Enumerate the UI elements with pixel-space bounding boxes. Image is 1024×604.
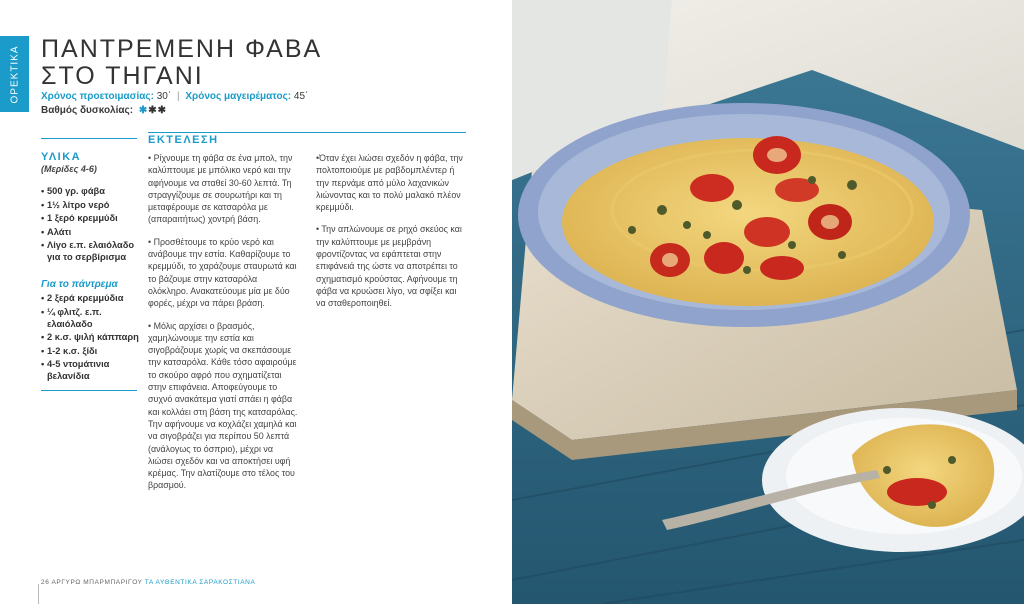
method-column-1	[148, 152, 298, 502]
method-heading: ΕΚΤΕΛΕΣΗ	[148, 134, 219, 146]
ingredient-item: • 1 ξερό κρεμμύδι	[41, 212, 139, 224]
method-column-2	[316, 152, 468, 320]
footer-rule	[38, 584, 39, 604]
section-tab	[0, 36, 29, 112]
ingredient-item: • 2 κ.σ. ψιλή κάππαρη	[41, 331, 139, 343]
title-line-2: ΣΤΟ ΤΗΓΑΝΙ	[41, 62, 204, 90]
ingredient-item: • 4-5 ντομάτινια βελανίδια	[41, 358, 139, 382]
ingredients-heading: ΥΛΙΚΑ	[41, 151, 82, 163]
prep-time-value: 30΄	[156, 91, 172, 102]
recipe-times	[41, 91, 308, 102]
portions: (Μερίδες 4-6)	[41, 164, 97, 174]
recipe-title	[41, 36, 322, 90]
ingredient-item: • 1-2 κ.σ. ξίδι	[41, 345, 139, 357]
ingredient-item: • ¼ φλιτζ. ε.π. ελαιόλαδο	[41, 306, 139, 330]
footer-book-title: ΤΑ ΑΥΘΕΝΤΙΚΑ ΣΑΡΑΚΟΣΤΙΑΝΑ	[144, 579, 256, 586]
cook-time-value: 45΄	[293, 91, 309, 102]
ingredient-item: • Αλάτι	[41, 226, 139, 238]
page-number: 26	[41, 579, 50, 586]
topping-heading: Για το πάντρεμα	[41, 279, 118, 290]
ingredient-item: • 2 ξερά κρεμμύδια	[41, 292, 139, 304]
method-step: • Μόλις αρχίσει ο βρασμός, χαμηλώνουμε την εστία και σιγοβράζουμε χωρίς να σκεπάσουμε την κατσαρόλα. Κάθε τόσο αφαιρούμε το σκούρο αφρό που σχηματίζεται στην επιφάνεια. Αποφεύγουμε το συχνό ανακάτεμα γιατί σπάει η φάβα και κολλάει στη βάση της κατσαρόλας. Την αφήνουμε να κοχλάζει χαμηλά και να σιγοβράζει για περίπου 50 λεπτά (ανάλογως το όσπριο), μέχρι να λιώσει σχεδόν και να αποκτήσει υφή κρέμας. Την αλατίζουμε στο τέλος του βρασμού.	[148, 320, 298, 491]
divider	[148, 132, 466, 133]
prep-time-label: Χρόνος προετοιμασίας:	[41, 91, 154, 102]
difficulty-star-icon: ✱	[157, 105, 168, 116]
difficulty-star-icon: ✱	[138, 105, 149, 116]
difficulty-star-icon: ✱	[148, 105, 158, 116]
difficulty-rating	[139, 105, 167, 116]
method-step: • Την απλώνουμε σε ρηχό σκεύος και την καλύπτουμε με μεμβράνη φροντίζοντας να εφάπτεται στην επιφάνειά της ώστε να αποτρέπει το σχηματισμό κρούστας. Αφήνουμε τη φάβα να κρυώσει λίγο, να σφίξει και να σταθεροποιηθεί.	[316, 224, 462, 309]
method-step: •Όταν έχει λιώσει σχεδόν η φάβα, την πολτοποιούμε με ραβδομπλέντερ ή την περνάμε από μύλο λαχανικών λιώνοντας και το πολύ μαλακό πλέον κρεμμύδι.	[316, 153, 463, 213]
difficulty	[41, 105, 167, 116]
food-photo-illustration	[512, 0, 1024, 604]
topping-ingredients-list	[41, 292, 139, 384]
method-step: • Προσθέτουμε το κρύο νερό και ανάβουμε την εστία. Καθαρίζουμε το κρεμμύδι, το χαράζουμε σταυρωτά και το βάζουμε στην κατσαρόλα ολόκληρο. Ανακατεύουμε μία με δύο φορές, μέχρι να πάρει βράση.	[148, 236, 297, 309]
divider	[41, 138, 137, 139]
times-separator: |	[176, 91, 180, 102]
ingredients-list	[41, 185, 139, 265]
page-footer	[41, 579, 255, 586]
fava-puree	[562, 138, 934, 306]
ingredient-item: • 1½ λίτρο νερό	[41, 199, 139, 211]
footer-author: ΑΡΓΥΡΩ ΜΠΑΡΜΠΑΡΙΓΟΥ	[51, 579, 143, 586]
title-line-1: ΠΑΝΤΡΕΜΕΝΗ ΦΑΒΑ	[41, 35, 323, 63]
divider	[41, 390, 137, 391]
ingredient-item: • Λίγο ε.π. ελαιόλαδο για το σερβίρισμα	[41, 239, 139, 263]
food-photo	[512, 0, 1024, 604]
method-step: • Ρίχνουμε τη φάβα σε ένα μπολ, την καλύπτουμε με μπόλικο νερό και την αφήνουμε να σταθεί 30-60 λεπτά. Τη στραγγίζουμε σε σουρωτήρι και τη μεταφέρουμε σε κατσαρόλα με (απαραιτήτως) χοντρή βάση.	[148, 153, 293, 225]
section-tab-label: ΟΡΕΚΤΙΚΑ	[9, 44, 21, 104]
cook-time-label: Χρόνος μαγειρέματος:	[185, 91, 292, 102]
ingredient-item: • 500 γρ. φάβα	[41, 185, 139, 197]
difficulty-label: Βαθμός δυσκολίας:	[41, 105, 134, 116]
